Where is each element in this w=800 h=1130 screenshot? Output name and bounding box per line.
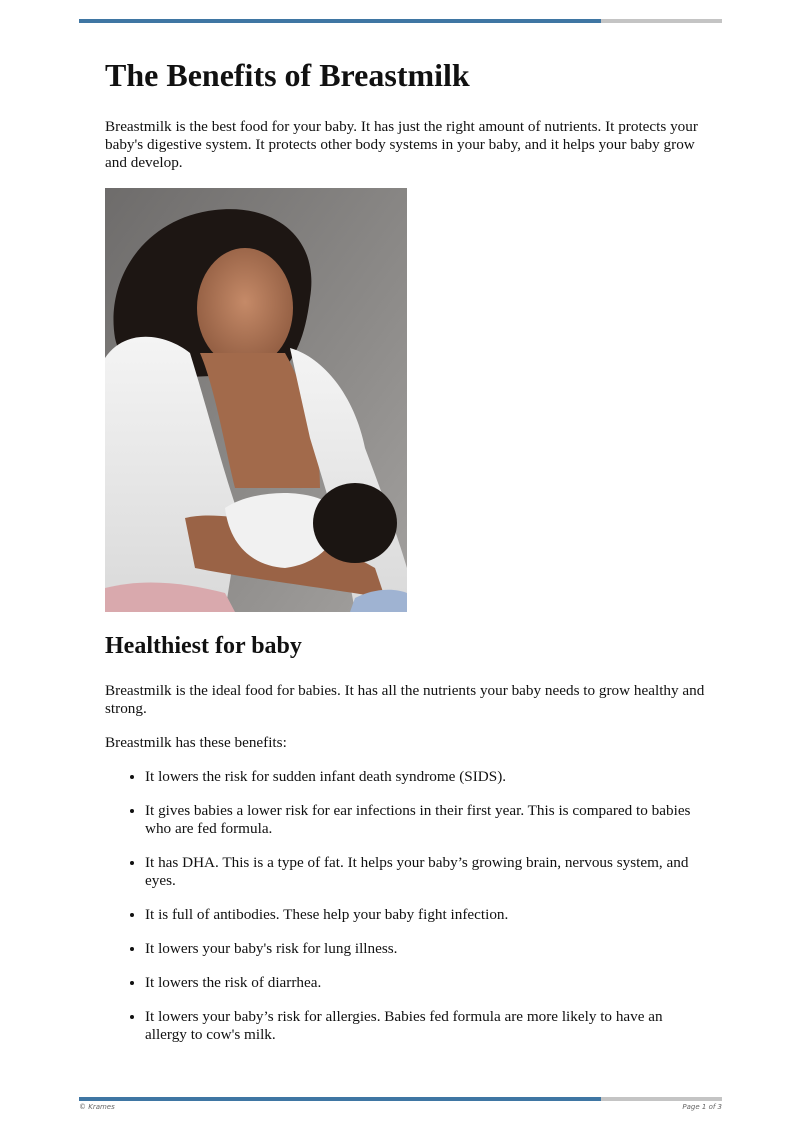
list-item: • It is full of antibodies. These help your baby fight infection. <box>145 906 705 924</box>
footer-page-number: Page 1 of 3 <box>682 1103 722 1111</box>
list-item: • It gives babies a lower risk for ear infections in their first year. This is compared to babies who are fed formula. <box>145 802 705 838</box>
benefits-list <box>105 768 705 1044</box>
header-rule <box>79 19 722 23</box>
intro-paragraph: Breastmilk is the best food for your baby. It has just the right amount of nutrients. It protects your baby's digestive system. It protects other body systems in your baby, and it helps your baby grow and develop. <box>105 118 698 171</box>
list-item: • It lowers the risk for sudden infant death syndrome (SIDS). <box>145 768 705 786</box>
list-item: • It lowers the risk of diarrhea. <box>145 974 705 992</box>
header-rule-accent <box>79 19 601 23</box>
list-item: • It lowers your baby’s risk for allergies. Babies fed formula are more likely to have an allergy to cow's milk. <box>145 1008 705 1044</box>
list-item: • It has DHA. This is a type of fat. It helps your baby’s growing brain, nervous system, and eyes. <box>145 854 705 890</box>
footer-rule-gray <box>601 1097 722 1101</box>
header-rule-gray <box>601 19 722 23</box>
footer-rule-accent <box>79 1097 601 1101</box>
section-heading: Healthiest for baby <box>105 633 302 659</box>
section-paragraph-1: Breastmilk is the ideal food for babies. It has all the nutrients your baby needs to grow healthy and strong. <box>105 682 705 717</box>
document-body <box>105 52 705 1060</box>
footer-rule <box>79 1097 722 1101</box>
list-item: • It lowers your baby's risk for lung illness. <box>145 940 705 958</box>
mother-breastfeeding-photo <box>105 188 407 612</box>
section-paragraph-2: Breastmilk has these benefits: <box>105 734 287 751</box>
page-title: The Benefits of Breastmilk <box>105 57 470 93</box>
footer-copyright: © Krames <box>79 1103 115 1111</box>
